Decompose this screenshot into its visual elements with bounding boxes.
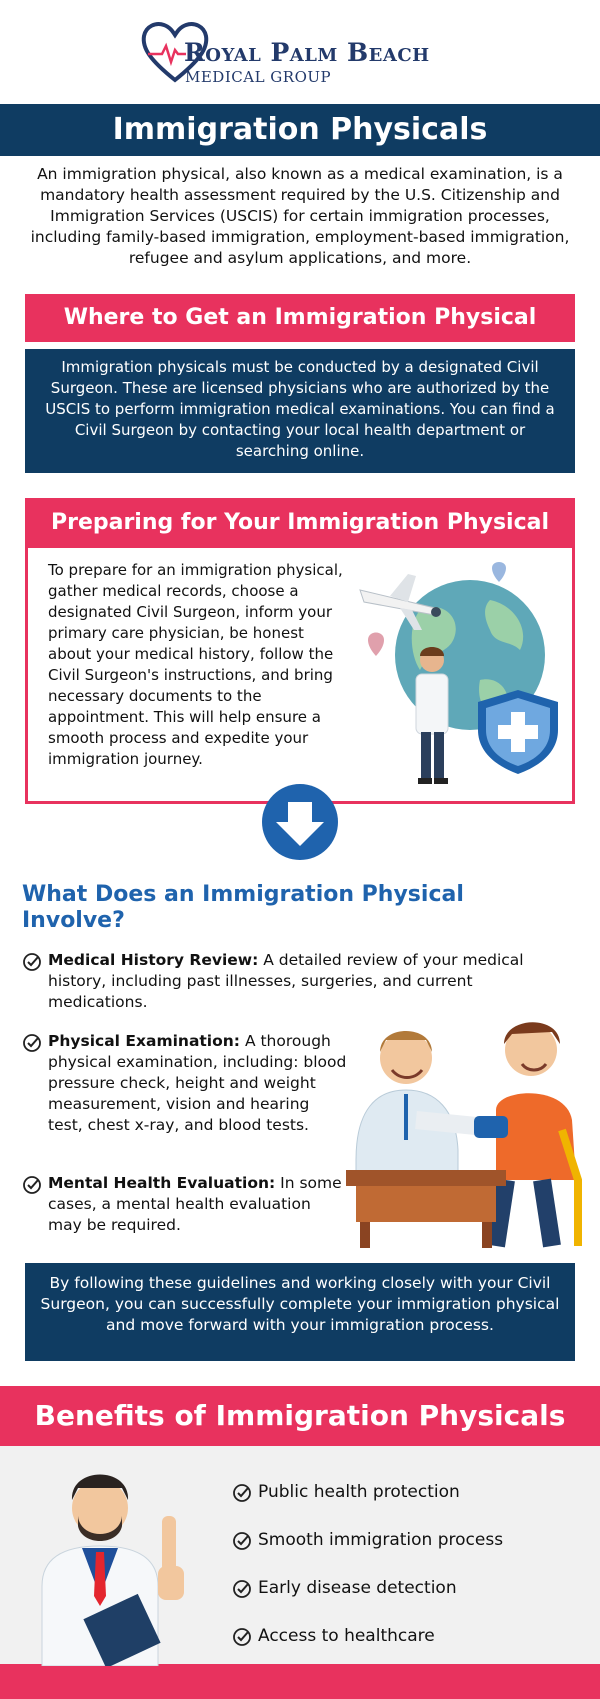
map-pin-icon [368, 633, 384, 657]
where-body: Immigration physicals must be conducted by a designated Civil Surgeon. These are licensed physicians who are authorized by the USCIS to perform immigration medical examinations. You can find a Civil Surgeon by contacting your local health department or searching online. [25, 349, 575, 473]
preparing-heading: Preparing for Your Immigration Physical [25, 498, 575, 548]
check-circle-icon [232, 1531, 252, 1551]
logo-title: Royal Palm Beach [184, 38, 430, 67]
shield-cross-icon [478, 690, 558, 774]
footer-band [0, 1664, 600, 1699]
benefit-item-label: Access to healthcare [258, 1626, 435, 1646]
closing-box: By following these guidelines and working closely with your Civil Surgeon, you can successfully complete your immigration physical and move forward with your immigration process. [25, 1263, 575, 1361]
check-circle-icon [232, 1483, 252, 1503]
benefit-item [232, 1482, 552, 1506]
benefit-item-label: Smooth immigration process [258, 1530, 504, 1550]
preparing-body: To prepare for an immigration physical, gather medical records, choose a designated Civil Surgeon, inform your primary care physician, be honest about your medical history, follow the Civil Surgeon's instructions, and bring necessary documents to the appointment. This will help ensure a smooth process and expedite your immigration journey. [48, 561, 343, 768]
check-circle-icon [232, 1579, 252, 1599]
benefit-item-label: Early disease detection [258, 1578, 457, 1598]
involve-item-text: A thorough physical examination, including: blood pressure check, height and weight measurement, vision and hearing test, chest x-ray, and blood tests. [48, 1032, 347, 1134]
hero-banner [0, 104, 600, 156]
logo-subtitle: MEDICAL GROUP [185, 68, 332, 86]
involve-item-text: In some cases, a mental health evaluation may be required. [48, 1174, 342, 1234]
involve-item-label: Mental Health Evaluation: [48, 1174, 276, 1192]
desk [346, 1170, 506, 1248]
benefits-heading: Benefits of Immigration Physicals [34, 1399, 566, 1432]
check-circle-icon [232, 1627, 252, 1647]
exam-illustration [346, 1010, 586, 1250]
benefit-item-label: Public health protection [258, 1482, 460, 1502]
involve-item [22, 1031, 352, 1161]
travel-illustration [350, 560, 570, 800]
doctor-icon [22, 1456, 202, 1666]
involve-item-text: A detailed review of your medical history, including past illnesses, surgeries, and current medications. [48, 951, 524, 1011]
check-circle-icon [22, 1175, 42, 1195]
benefit-item [232, 1626, 552, 1650]
involve-item-label: Physical Examination: [48, 1032, 241, 1050]
involve-heading: What Does an Immigration Physical Involve? [22, 882, 464, 933]
brand-logo [0, 0, 600, 104]
benefit-item [232, 1578, 552, 1602]
arrow-down-button [262, 784, 338, 860]
benefit-item [232, 1530, 552, 1554]
page-title: Immigration Physicals [112, 112, 488, 147]
benefits-banner [0, 1386, 600, 1446]
check-circle-icon [22, 1033, 42, 1053]
where-heading: Where to Get an Immigration Physical [25, 294, 575, 342]
map-pin-icon [492, 562, 506, 582]
involve-item [22, 1173, 352, 1243]
check-circle-icon [22, 952, 42, 972]
involve-item-label: Medical History Review: [48, 951, 259, 969]
doctor-icon [356, 1031, 496, 1180]
arrow-down-icon [262, 784, 338, 860]
intro-paragraph: An immigration physical, also known as a medical examination, is a mandatory health assessment required by the U.S. Citizenship and Immigration Services (USCIS) for certain immigration processes, including family-based immigration, employment-based immigration, refugee and asylum applications, and more. [30, 165, 570, 267]
